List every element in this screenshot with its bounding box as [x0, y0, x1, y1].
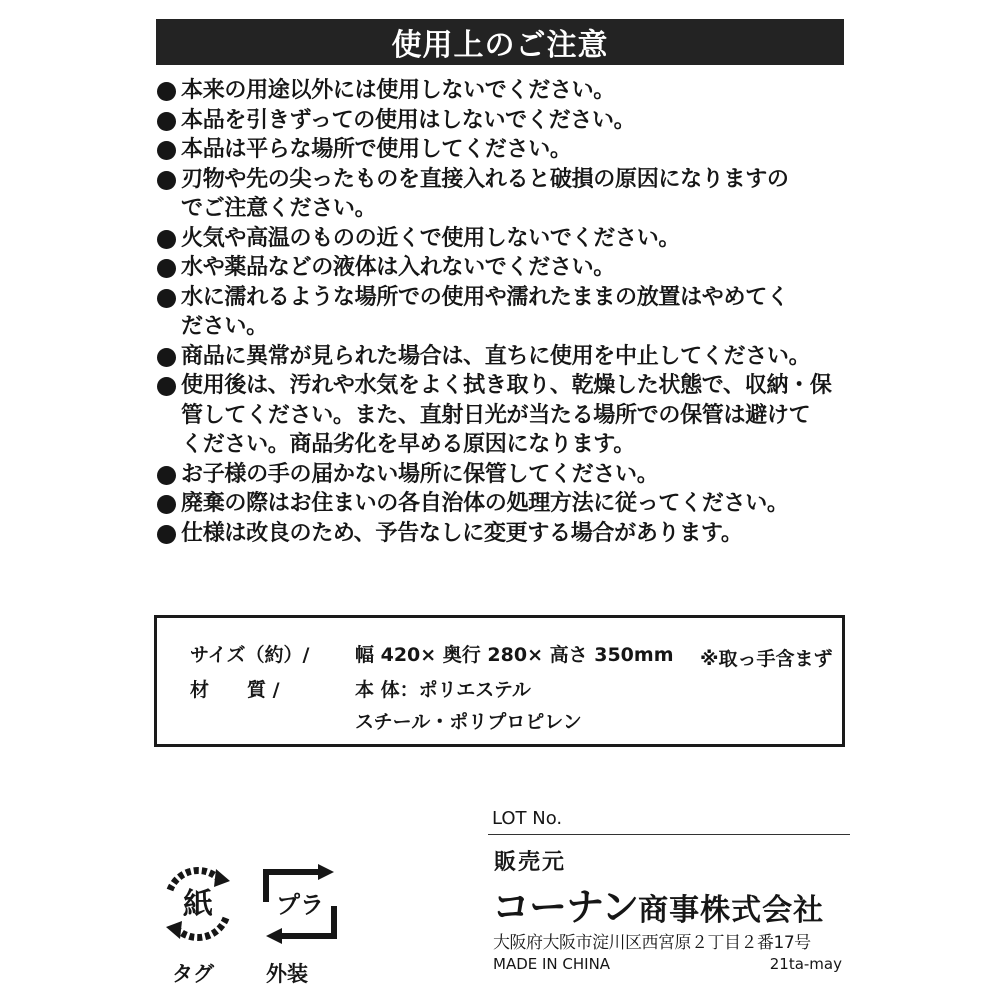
bullet-icon — [157, 259, 176, 278]
bullet-icon — [157, 141, 176, 160]
caution-text: 商品に異常が見られた場合は、直ちに使用を中止してください。 — [181, 343, 811, 369]
caution-text: 刃物や先の尖ったものを直接入れると破損の原因になりますの でご注意ください。 — [181, 166, 789, 221]
company-brand: コーナン — [492, 885, 639, 929]
caution-list — [157, 76, 857, 548]
product-code: 21ta-may — [769, 955, 842, 973]
caution-item — [157, 460, 857, 490]
caution-text: 水に濡れるような場所での使用や濡れたままの放置はやめてく ださい。 — [181, 284, 789, 339]
bullet-icon — [157, 112, 176, 131]
bullet-icon — [157, 289, 176, 308]
caution-text: 本品を引きずっての使用はしないでください。 — [181, 107, 636, 133]
material-line-1: 本 体：ポリエステル — [355, 679, 531, 701]
paper-symbol: 紙 — [183, 887, 213, 922]
bullet-icon — [157, 495, 176, 514]
caution-item — [157, 489, 857, 519]
caution-text: 水や薬品などの液体は入れないでください。 — [181, 255, 616, 280]
caution-item — [157, 253, 857, 283]
caution-item — [157, 165, 857, 224]
caution-text: 火気や高温のものの近くで使用しないでください。 — [181, 225, 681, 251]
company-suffix: 商事株式会社 — [638, 893, 825, 928]
caution-item — [157, 135, 857, 165]
bullet-icon — [157, 525, 176, 544]
bullet-icon — [157, 230, 176, 249]
bullet-icon — [157, 171, 176, 190]
caution-text: 本来の用途以外には使用しないでください。 — [181, 78, 616, 103]
caution-item — [157, 224, 857, 254]
caution-text: 本品は平らな場所で使用してください。 — [181, 137, 572, 162]
size-value: 幅 420× 奥行 280× 高さ 350mm — [355, 644, 674, 666]
size-label: サイズ（約）/ — [190, 644, 310, 666]
size-note: ※取っ手含まず — [700, 648, 833, 670]
caution-text: お子様の手の届かない場所に保管してください。 — [181, 461, 659, 487]
bullet-icon — [157, 82, 176, 101]
paper-icon-caption: タグ — [172, 962, 214, 986]
caution-item — [157, 519, 857, 549]
company-address: 大阪府大阪市淀川区西宮原２丁目２番17号 — [493, 933, 811, 953]
caution-item — [157, 371, 857, 460]
material-line-2: スチール・ポリプロピレン — [355, 711, 582, 733]
material-label: 材 質 / — [190, 679, 280, 701]
spec-box — [154, 615, 845, 747]
bullet-icon — [157, 466, 176, 485]
lot-number-label: LOT No. — [492, 808, 563, 829]
bullet-icon — [157, 348, 176, 367]
lot-rule — [488, 834, 850, 835]
caution-item — [157, 76, 857, 106]
page-title: 使用上のご注意 — [391, 28, 609, 63]
caution-text: 使用後は、汚れや水気をよく拭き取り、乾燥した状態で、収納・保 管してください。また、直射日光が当たる場所での保管は避けて ください。商品劣化を早める原因になります。 — [181, 373, 832, 457]
plastic-icon-caption: 外装 — [266, 962, 308, 986]
section-header — [156, 19, 844, 65]
caution-text: 仕様は改良のため、予告なしに変更する場合があります。 — [181, 520, 743, 546]
bullet-icon — [157, 377, 176, 396]
caution-item — [157, 283, 857, 342]
country-of-origin: MADE IN CHINA — [493, 955, 611, 973]
caution-text: 廃棄の際はお住まいの各自治体の処理方法に従ってください。 — [181, 491, 789, 516]
paper-recycle-icon — [156, 864, 240, 944]
plastic-symbol: プラ — [276, 891, 324, 919]
plastic-recycle-icon — [254, 864, 346, 944]
caution-item — [157, 342, 857, 372]
caution-item — [157, 106, 857, 136]
company-name — [492, 876, 824, 931]
seller-label: 販売元 — [494, 850, 567, 875]
